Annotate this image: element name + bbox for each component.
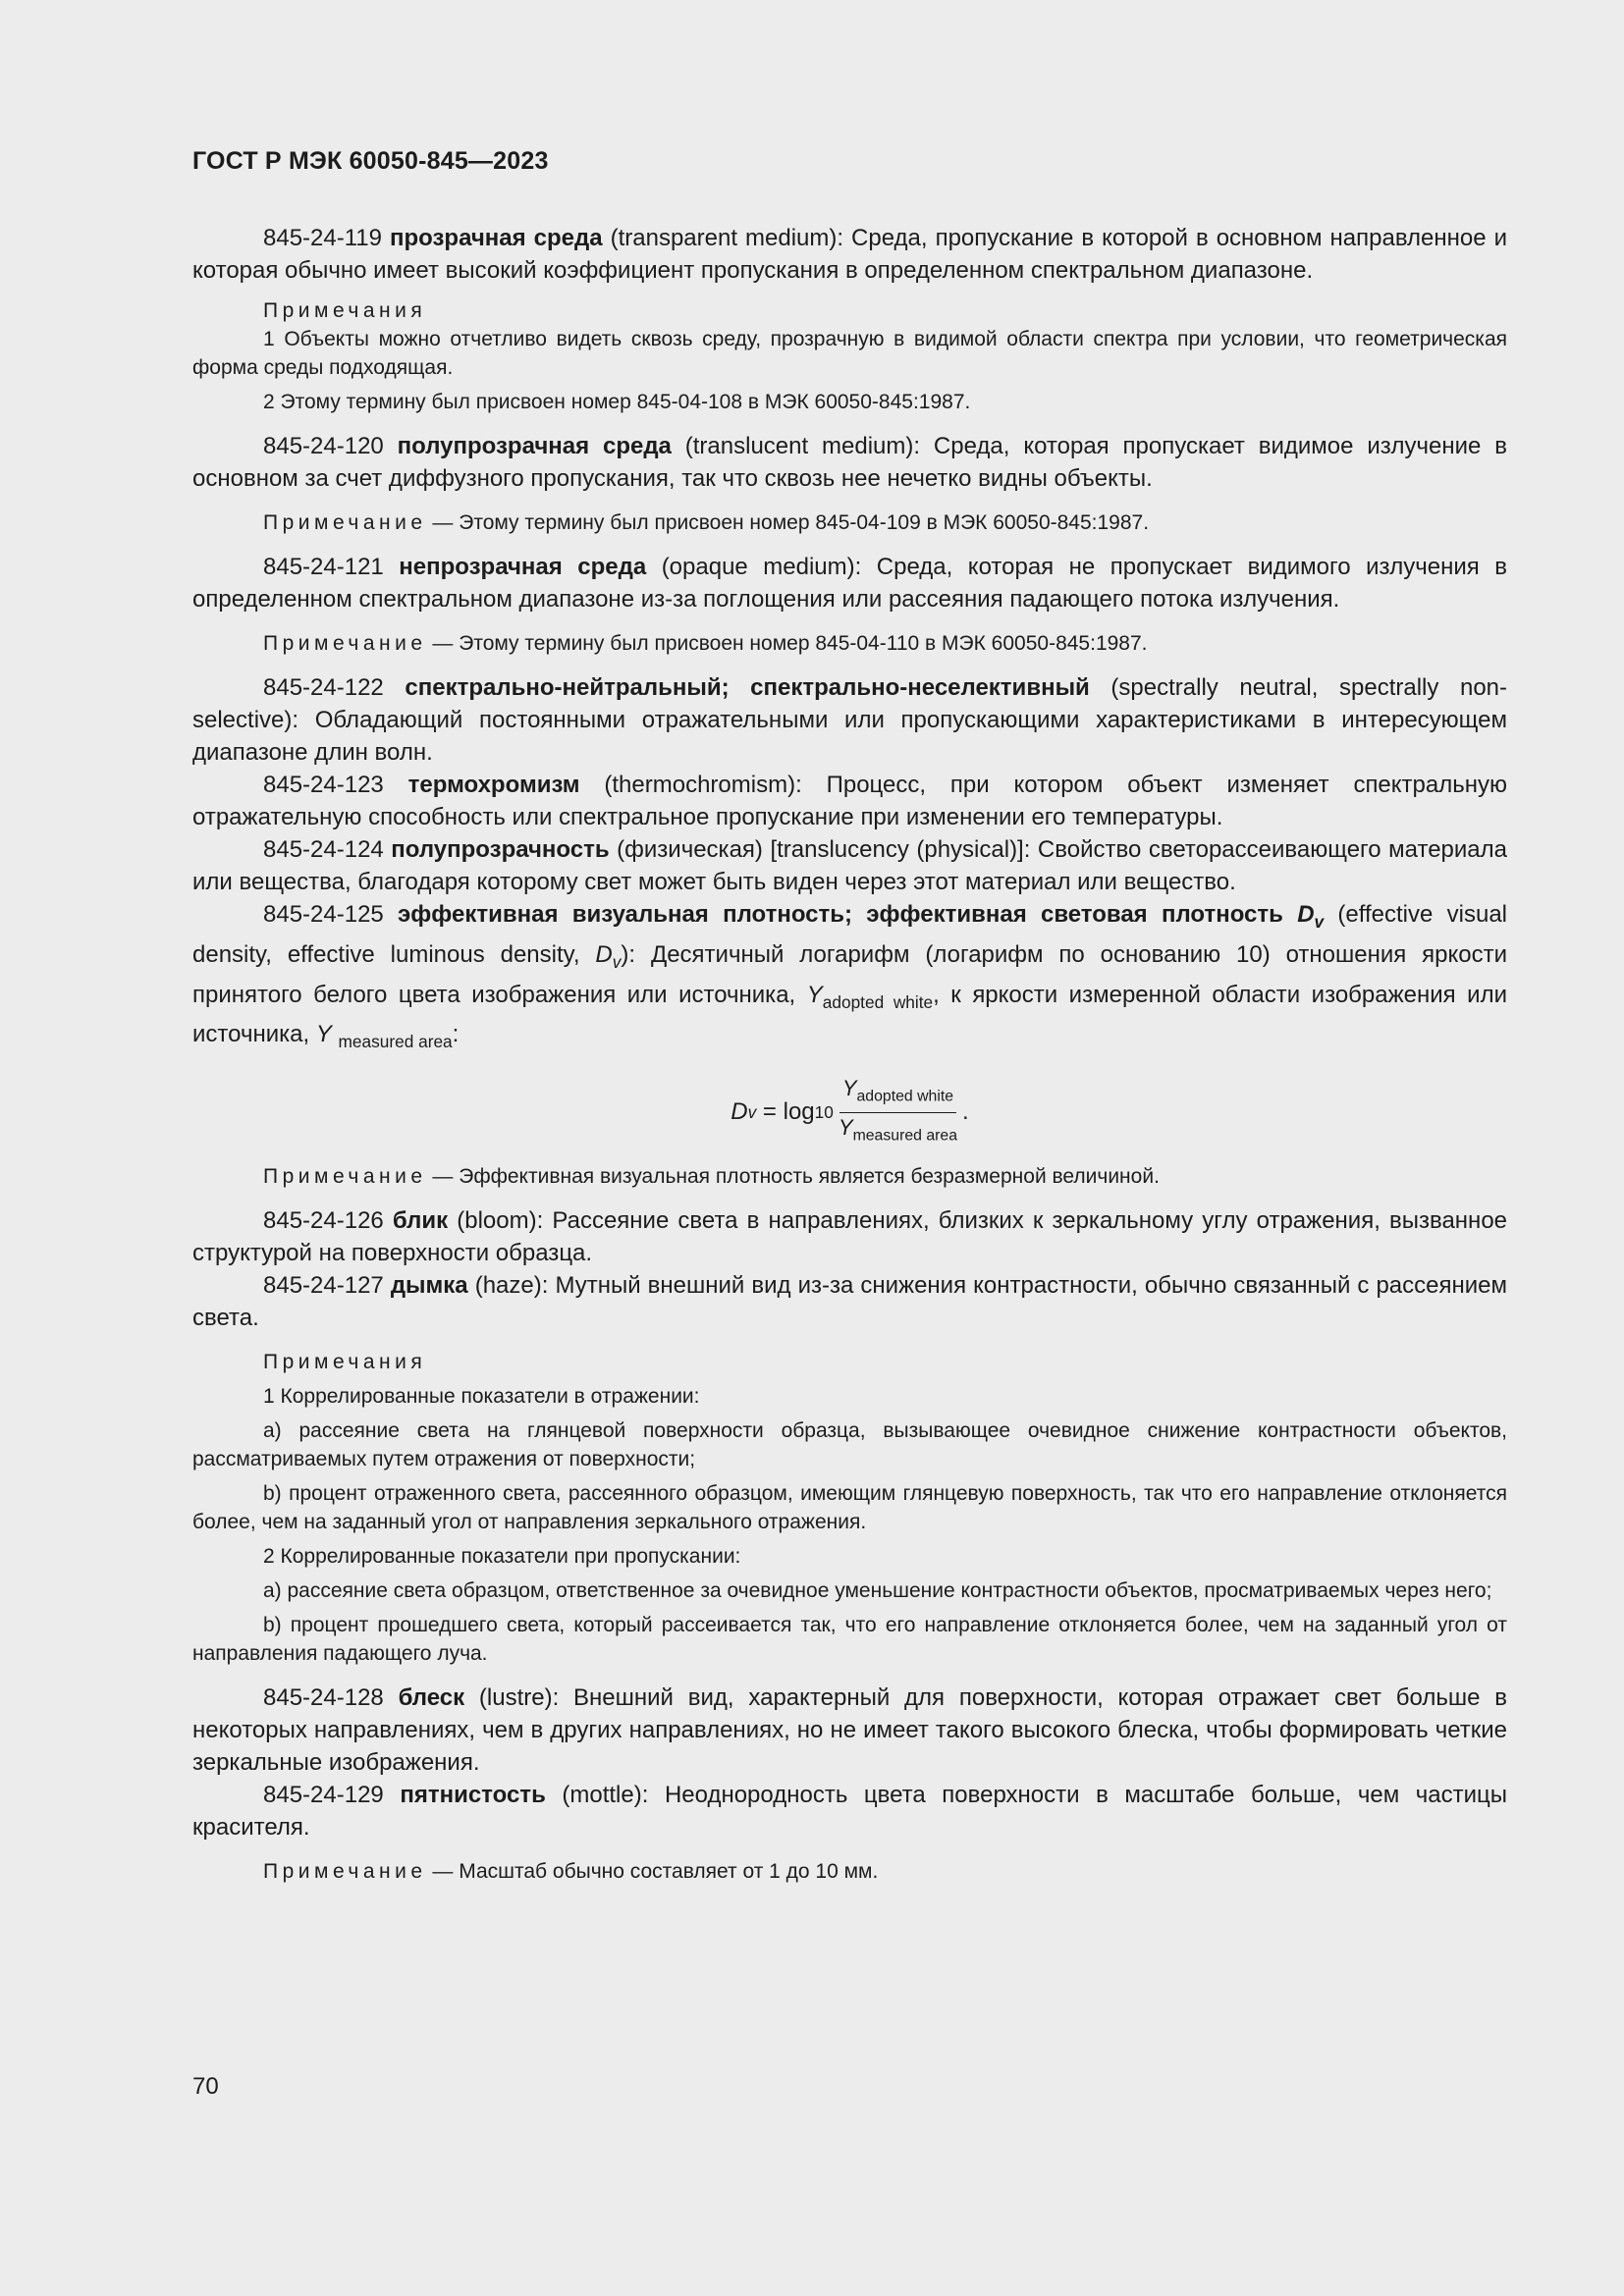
inline-subscript-adopted: adopted white	[822, 991, 934, 1012]
entry-term: спектрально-нейтральный; спектрально-неселективный	[405, 674, 1090, 701]
term-entry-845-24-119	[192, 222, 1507, 287]
note-text: 2 Этому термину был присвоен номер 845-04-108 в МЭК 60050-845:1987.	[263, 391, 971, 413]
entry-number: 845-24-128	[263, 1683, 384, 1711]
entry-number: 845-24-121	[263, 554, 384, 580]
entry-definition: (spectrally neutral, spectrally non-selective): Обладающий постоянными отражательными или пропускающими характеристиками в интересующем диапазоне длин волн.	[192, 674, 1508, 766]
entry-definition: (mottle): Неоднородность цвета поверхности в масштабе больше, чем частицы красителя.	[192, 1781, 1507, 1841]
entry-term: термохромизм	[407, 772, 580, 798]
entry-definition: (translucent medium): Среда, которая пропускает видимое излучение в основном за счет диффузного пропускания, так что сквозь нее нечетко видны объекты.	[192, 433, 1507, 492]
entry-term: полупрозрачная среда	[397, 433, 672, 459]
entry-definition: (opaque medium): Среда, которая не пропускает видимого излучения в определенном спектральном диапазоне из-за поглощения или рассеяния падающего потока излучения.	[192, 554, 1508, 613]
note-body: — Эффективная визуальная плотность является безразмерной величиной.	[426, 1164, 1160, 1188]
entry-definition-part: ): Десятичный логарифм (логарифм по основанию 10) отношения яркости принятого белого цвета изображения или источника,	[192, 940, 1507, 1008]
note-text	[192, 1162, 1507, 1191]
document-header: ГОСТ Р МЭК 60050-845—2023	[192, 147, 549, 175]
inline-subscript-measured: measured area	[338, 1032, 453, 1052]
entry-definition: (lustre): Внешний вид, характерный для поверхности, которая отражает свет больше в некоторых направлениях, чем в других направлениях, но не имеет такого высокого блеска, чтобы формировать четкие зеркальные изображения.	[192, 1683, 1507, 1776]
formula-fraction	[836, 1076, 960, 1148]
entry-number: 845-24-124	[263, 836, 384, 863]
term-entry-845-24-125	[192, 898, 1507, 1058]
term-entry-845-24-124	[192, 833, 1507, 898]
formula-d-subscript: v	[747, 1101, 757, 1122]
inline-symbol-y: Y	[315, 1021, 332, 1048]
inline-symbol-subscript: v	[612, 951, 622, 972]
formula-equals-log: = log	[756, 1098, 815, 1126]
note-text	[192, 1857, 1507, 1886]
note-body: — Этому термину был присвоен номер 845-04-109 в МЭК 60050-845:1987.	[426, 511, 1150, 534]
term-entry-845-24-128	[192, 1682, 1507, 1779]
term-entry-845-24-127	[192, 1269, 1507, 1334]
entry-number: 845-24-123	[263, 772, 384, 798]
formula-numerator-subscript: adopted white	[856, 1088, 954, 1105]
entry-definition-part: , к яркости измеренной области изображения или источника,	[192, 981, 1508, 1048]
entry-number: 845-24-120	[263, 433, 384, 459]
entry-term: блеск	[398, 1683, 465, 1711]
document-body	[192, 222, 1507, 1886]
note-text: b) процент прошедшего света, который рассеивается так, что его направление отклоняется более, чем на заданный угол от направления падающего луча.	[192, 1613, 1507, 1665]
formula-visual-density	[192, 1076, 1507, 1148]
term-entry-845-24-120	[192, 430, 1507, 495]
entry-definition: (transparent medium): Среда, пропускание в которой в основном направленное и которая обычно имеет высокий коэффициент пропускания в определенном спектральном диапазоне.	[192, 225, 1507, 284]
entry-number: 845-24-119	[263, 225, 382, 251]
formula-denominator-y: Y	[838, 1114, 853, 1140]
entry-definition: (bloom): Рассеяние света в направлениях, близких к зеркальному углу отражения, вызванное структурой на поверхности образца.	[192, 1206, 1508, 1266]
note-text: 1 Коррелированные показатели в отражении:	[263, 1384, 700, 1408]
entry-definition: (thermochromism): Процесс, при котором объект изменяет спектральную отражательную способность или спектральное пропускание при изменении его температуры.	[192, 772, 1508, 830]
entry-definition-part: (effective visual density, effective luminous density,	[192, 901, 1507, 968]
formula-numerator-y: Y	[841, 1076, 857, 1101]
entry-number: 845-24-127	[263, 1271, 384, 1299]
entry-number: 845-24-122	[263, 674, 384, 701]
entry-number: 845-24-125	[263, 901, 384, 928]
note-text: 1 Объекты можно отчетливо видеть сквозь среду, прозрачную в видимой области спектра при условии, что геометрическая форма среды подходящая.	[192, 328, 1507, 379]
formula-d: D	[731, 1098, 748, 1126]
entry-definition-part: :	[452, 1021, 460, 1048]
entry-number: 845-24-126	[263, 1206, 384, 1234]
note-text	[192, 508, 1507, 537]
term-entry-845-24-126	[192, 1204, 1507, 1269]
term-entry-845-24-129	[192, 1779, 1507, 1843]
note-body: — Масштаб обычно составляет от 1 до 10 мм.	[426, 1859, 879, 1883]
formula-denominator	[836, 1113, 960, 1148]
entry-definition: (haze): Мутный внешний вид из-за снижения контрастности, обычно связанный с рассеянием света.	[192, 1271, 1507, 1331]
term-entry-845-24-121	[192, 551, 1507, 615]
entry-term: дымка	[390, 1271, 468, 1299]
formula-numerator	[839, 1076, 956, 1112]
term-entry-845-24-123	[192, 769, 1507, 833]
notes-heading	[192, 296, 1507, 325]
entry-number: 845-24-129	[263, 1781, 384, 1808]
inline-symbol-d: D	[595, 940, 613, 968]
note-label: Примечание	[263, 632, 427, 655]
notes-heading	[192, 1348, 1507, 1376]
note-text	[192, 629, 1507, 658]
entry-definition: (физическая) [translucency (physical)]: Свойство светорассеивающего материала или вещества, благодаря которому свет может быть виден через этот материал или вещество.	[192, 836, 1507, 895]
note-text: b) процент отраженного света, рассеянного образцом, имеющим глянцевую поверхность, так что его направление отклоняется более, чем на заданный угол от направления зеркального отражения.	[192, 1481, 1507, 1533]
entry-term: блик	[392, 1206, 449, 1234]
formula-log-base: 10	[814, 1101, 834, 1122]
entry-symbol-subscript: v	[1314, 911, 1325, 932]
page-number: 70	[192, 2073, 219, 2100]
notes-label: Примечания	[263, 1350, 427, 1373]
note-label: Примечание	[263, 1164, 427, 1188]
note-label: Примечание	[263, 511, 427, 534]
entry-term: полупрозрачность	[391, 836, 610, 863]
note-text: a) рассеяние света на глянцевой поверхности образца, вызывающее очевидное снижение контрастности объектов, рассматриваемых путем отражения от поверхности;	[192, 1418, 1507, 1470]
entry-term: пятнистость	[400, 1781, 546, 1808]
term-entry-845-24-122	[192, 671, 1507, 769]
formula-end: .	[962, 1098, 969, 1126]
notes-label: Примечания	[263, 299, 427, 322]
entry-term: эффективная визуальная плотность; эффективная световая плотность	[398, 901, 1283, 928]
note-text: 2 Коррелированные показатели при пропускании:	[263, 1544, 741, 1568]
entry-term: прозрачная среда	[390, 225, 603, 251]
entry-symbol: D	[1297, 901, 1315, 928]
entry-term: непрозрачная среда	[399, 554, 647, 580]
note-label: Примечание	[263, 1859, 427, 1883]
note-body: — Этому термину был присвоен номер 845-04-110 в МЭК 60050-845:1987.	[426, 632, 1148, 655]
note-text: a) рассеяние света образцом, ответственное за очевидное уменьшение контрастности объектов, просматриваемых через него;	[263, 1578, 1492, 1602]
inline-symbol-y: Y	[806, 981, 823, 1008]
formula-denominator-subscript: measured area	[852, 1126, 958, 1144]
